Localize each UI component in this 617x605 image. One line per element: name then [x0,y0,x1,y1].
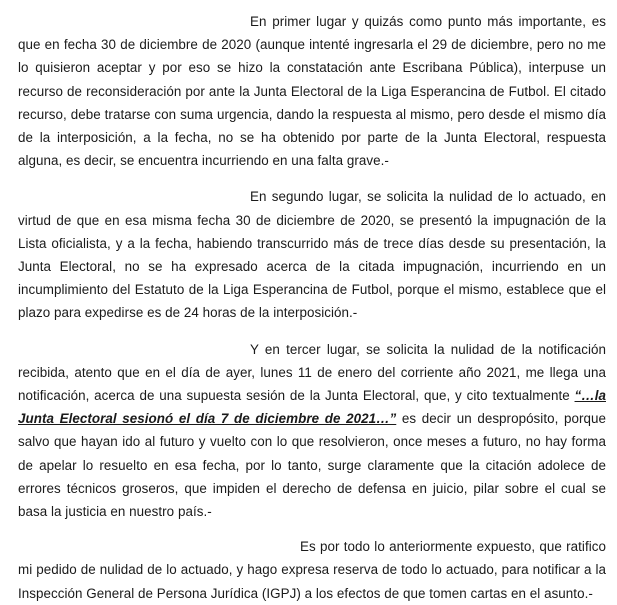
document-body [18,10,606,605]
paragraph-second-point: En segundo lugar, se solicita la nulidad de lo actuado, en virtud de que en esa misma fecha 30 de diciembre de 2020, se presentó la impugnación de la Lista oficialista, y a la fecha, habiendo transcurrido más de trece días desde su presentación, la Junta Electoral, no se ha expresado acerca de la citada impugnación, incurriendo en un incumplimiento del Estatuto de la Liga Esperancina de Futbol, porque el mismo, establece que el plazo para expedirse es de 24 horas de la interposición.- [18,189,606,321]
paragraph-first-point: En primer lugar y quizás como punto más importante, es que en fecha 30 de diciembre de 2020 (aunque intenté ingresarla el 29 de diciembre, pero no me lo quisieron aceptar y por eso se hizo la constatación ante Escribana Pública), interpuse un recurso de reconsideración por ante la Junta Electoral de la Liga Esperancina de Futbol. El citado recurso, debe tratarse con suma urgencia, dando la respuesta al mismo, pero desde el mismo día de la interposición, a la fecha, no se ha obtenido por parte de la Junta Electoral, respuesta alguna, es decir, se encuentra incurriendo en una falta grave.- [18,14,606,169]
paragraph-conclusion: Es por todo lo anteriormente expuesto, que ratifico mi pedido de nulidad de lo actuado, y hago expresa reserva de todo lo actuado, para notificar a la Inspección General de Persona Jurídica (IGPJ) a los efectos de que tomen cartas en el asunto.- [18,539,606,601]
paragraph-third-point [18,338,606,524]
paragraph-third-text-after: es decir un despropósito, porque salvo que hayan ido al futuro y vuelto con lo que resolvieron, once meses a futuro, no hay forma de apelar lo resuelto en esa fecha, por lo tanto, surge claramente que la citación adolece de errores técnicos groseros, que impiden el derecho de defensa en juicio, pilar sobre el cual se basa la justicia en nuestro país.- [18,411,606,520]
quoted-notification-text: “…la Junta Electoral sesionó el día 7 de diciembre de 2021…” [18,388,606,427]
paragraph-third-text-before: Y en tercer lugar, se solicita la nulidad de la notificación recibida, atento que en el día de ayer, lunes 11 de enero del corriente año 2021, me llega una notificación, acerca de una supuesta sesión de la Junta Electoral, que, y cito textualmente [18,341,606,404]
